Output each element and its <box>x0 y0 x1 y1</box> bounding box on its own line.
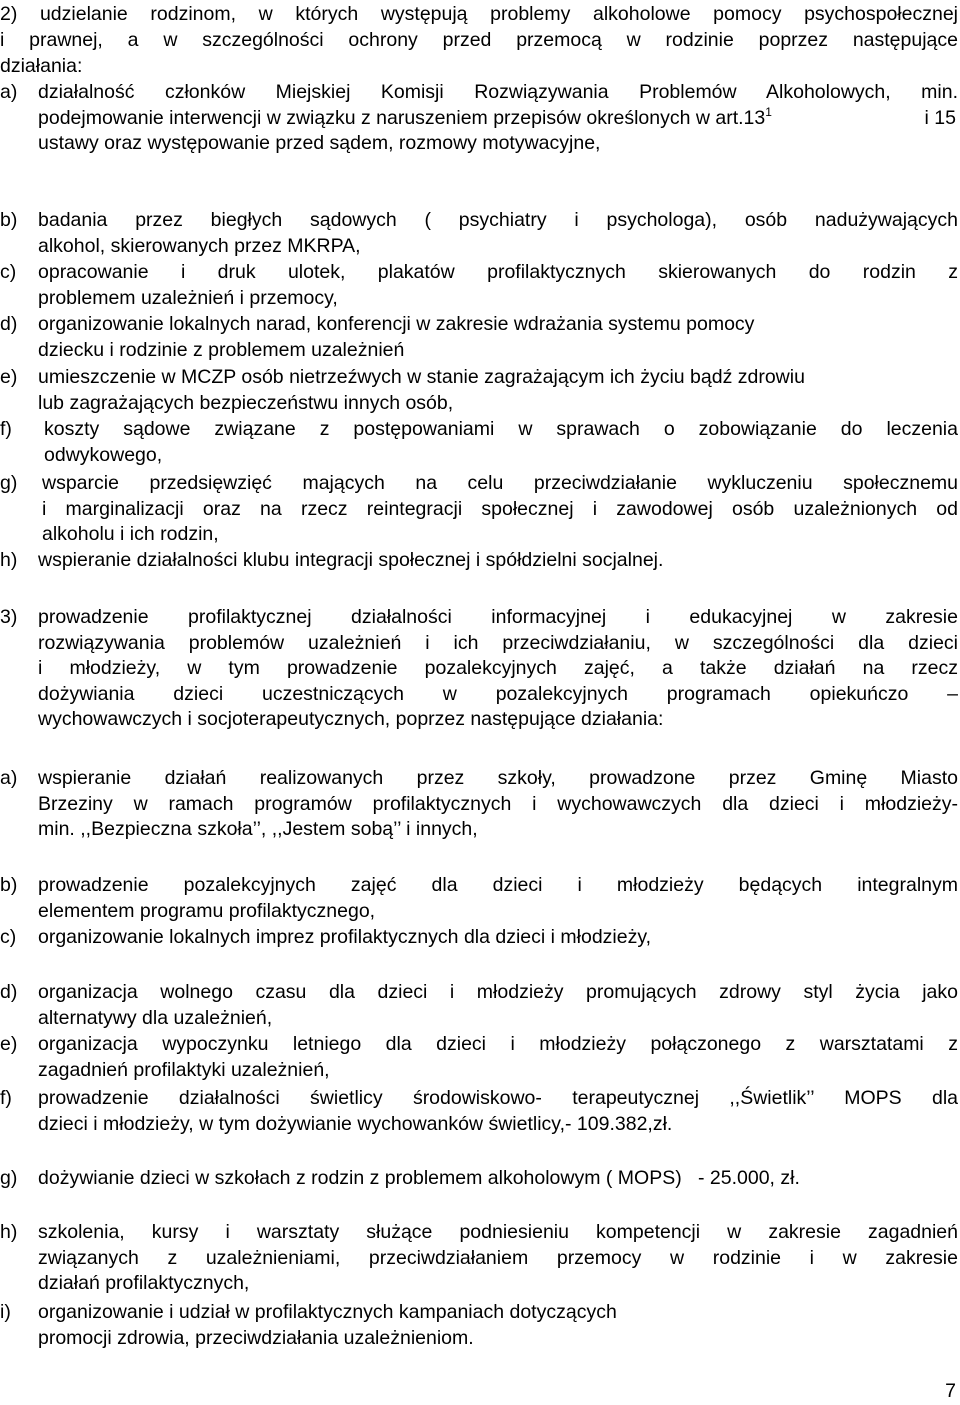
list-label: d) <box>0 981 18 1003</box>
section3-line: prowadzenie profilaktycznej działalności informacyjnej i edukacyjnej w zakresie <box>38 606 958 628</box>
list-text: prowadzenie działalności świetlicy środowiskowo- terapeutycznej ,,Świetlik’’ MOPS dla <box>38 1087 958 1109</box>
list-text: podejmowanie interwencji w związku z naruszeniem przepisów określonych w art.13 <box>38 106 766 129</box>
list-text: promocji zdrowia, przeciwdziałania uzależnieniom. <box>38 1326 474 1349</box>
list-label: c) <box>0 926 17 948</box>
list-text: min. ,,Bezpieczna szkoła’’, ,,Jestem sobą’’ i innych, <box>38 818 478 840</box>
list-text: odwykowego, <box>44 443 163 466</box>
section2-line-2: i prawnej, a w szczególności ochrony przed przemocą w rodzinie poprzez następujące <box>0 29 958 51</box>
list-text: lub zagrażających bezpieczeństwu innych osób, <box>38 391 454 414</box>
list-text: działań profilaktycznych, <box>38 1272 250 1294</box>
list-text: opracowanie i druk ulotek, plakatów profilaktycznych skierowanych do rodzin z <box>38 261 958 283</box>
list-label: f) <box>0 418 12 440</box>
list-label: h) <box>0 549 18 571</box>
list-text: badania przez biegłych sądowych ( psychiatry i psychologa), osób nadużywających <box>38 209 958 231</box>
section-label: 3) <box>0 606 18 628</box>
list-text: i marginalizacji oraz na rzecz reintegracji społecznej i zawodowej osób uzależnionych od <box>42 497 958 520</box>
list-text: wsparcie przedsięwzięć mających na celu przeciwdziałanie wykluczeniu społecznemu <box>42 472 958 494</box>
list-label: e) <box>0 366 18 388</box>
list-label: g) <box>0 472 18 494</box>
list-text: umieszczenie w MCZP osób nietrzeźwych w stanie zagrażającym ich życiu bądź zdrowiu <box>38 366 805 388</box>
list-label: d) <box>0 313 18 335</box>
list-text: dzieci i młodzieży, w tym dożywianie wychowanków świetlicy,- 109.382,zł. <box>38 1112 673 1135</box>
list-text: szkolenia, kursy i warsztaty służące podniesieniu kompetencji w zakresie zagadnień <box>38 1221 958 1243</box>
list-label: b) <box>0 874 18 896</box>
section3-line: rozwiązywania problemów uzależnień i ich przeciwdziałaniu, w szczególności dla dzieci <box>38 631 958 654</box>
list-text: dożywianie dzieci w szkołach z rodzin z problemem alkoholowym ( MOPS) - 25.000, zł. <box>38 1167 800 1189</box>
list-text: ustawy oraz występowanie przed sądem, rozmowy motywacyjne, <box>38 132 601 154</box>
section3-line: dożywiania dzieci uczestniczących w pozalekcyjnych programach opiekuńczo – <box>38 682 958 705</box>
list-label: c) <box>0 261 17 283</box>
list-text: alternatywy dla uzależnień, <box>38 1006 273 1029</box>
list-text: koszty sądowe związane z postępowaniami w sprawach o zobowiązanie do leczenia <box>44 418 958 440</box>
section2-line-3: działania: <box>0 55 83 77</box>
list-text: organizowanie lokalnych imprez profilaktycznych dla dzieci i młodzieży, <box>38 926 652 948</box>
list-label: b) <box>0 209 18 231</box>
list-label: a) <box>0 767 18 789</box>
list-label: g) <box>0 1167 18 1189</box>
list-text: organizacja wypoczynku letniego dla dzieci i młodzieży połączonego z warsztatami z <box>38 1033 958 1055</box>
list-label: h) <box>0 1221 18 1243</box>
page-number: 7 <box>945 1380 956 1402</box>
list-text: prowadzenie pozalekcyjnych zajęć dla dzieci i młodzieży będących integralnym <box>38 874 958 896</box>
list-text: i 15 <box>924 106 956 129</box>
list-text: elementem programu profilaktycznego, <box>38 899 376 922</box>
list-text: problemem uzależnień i przemocy, <box>38 286 338 309</box>
section3-line: i młodzieży, w tym prowadzenie pozalekcyjnych zajęć, a także działań na rzecz <box>38 657 958 679</box>
list-text: dziecku i rodzinie z problemem uzależnień <box>38 338 405 361</box>
list-text: organizowanie i udział w profilaktycznych kampaniach dotyczących <box>38 1301 617 1323</box>
footnote-superscript: 1 <box>765 104 772 119</box>
list-text: działalność członków Miejskiej Komisji Rozwiązywania Problemów Alkoholowych, min. <box>38 81 958 103</box>
list-text: organizacja wolnego czasu dla dzieci i młodzieży promujących zdrowy styl życia jako <box>38 981 958 1003</box>
list-text: związanych z uzależnieniami, przeciwdziałaniem przemocy w rodzinie i w zakresie <box>38 1246 958 1269</box>
list-label: f) <box>0 1087 12 1109</box>
section2-line-1: 2) udzielanie rodzinom, w których występują problemy alkoholowe pomocy psychospołecznej <box>0 3 958 25</box>
list-text: alkohol, skierowanych przez MKRPA, <box>38 234 361 257</box>
list-text: wspieranie działalności klubu integracji społecznej i spółdzielni socjalnej. <box>38 549 664 571</box>
list-text: zagadnień profilaktyki uzależnień, <box>38 1058 330 1081</box>
section3-line: wychowawczych i socjoterapeutycznych, poprzez następujące działania: <box>38 708 664 730</box>
list-text: alkoholu i ich rodzin, <box>42 523 219 545</box>
list-label: i) <box>0 1301 11 1323</box>
list-text: Brzeziny w ramach programów profilaktycznych i wychowawczych dla dzieci i młodzieży- <box>38 792 958 815</box>
list-text: organizowanie lokalnych narad, konferencji w zakresie wdrażania systemu pomocy <box>38 313 755 335</box>
list-label: e) <box>0 1033 18 1055</box>
list-label: a) <box>0 81 18 103</box>
list-text: wspieranie działań realizowanych przez szkoły, prowadzone przez Gminę Miasto <box>38 767 958 789</box>
